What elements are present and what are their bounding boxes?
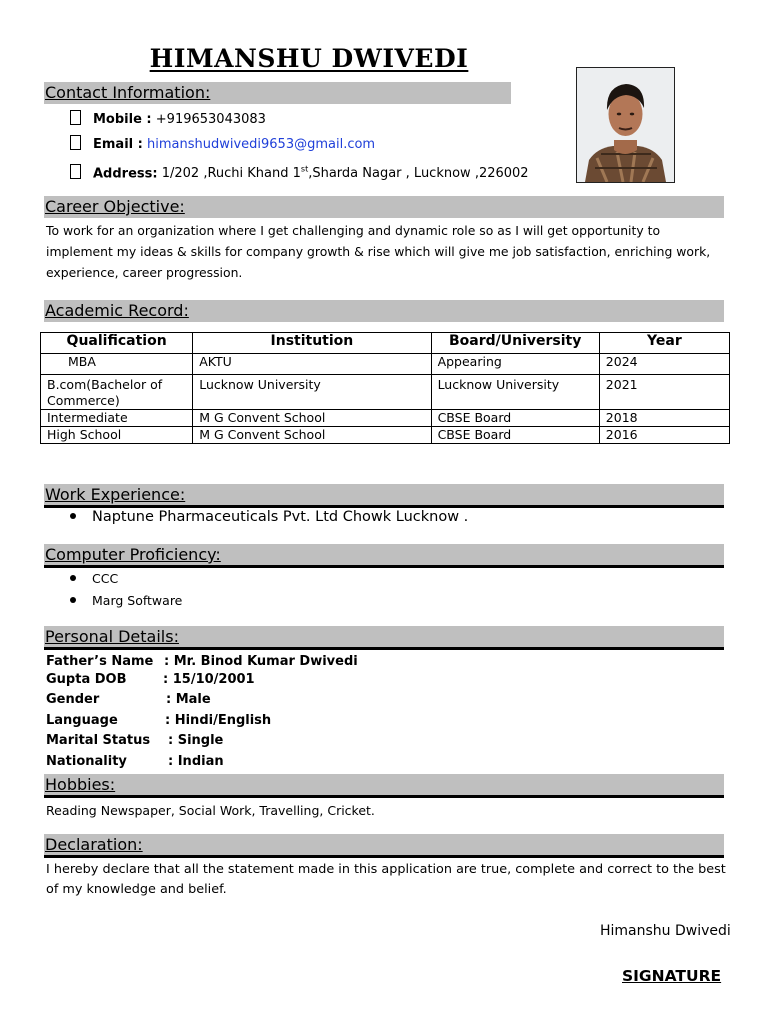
work-heading: Work Experience: [44,484,724,508]
address-part: ,Sharda Nagar , Lucknow ,226002 [308,166,529,182]
column-header: Qualification [41,333,193,354]
hobbies-text: Reading Newspaper, Social Work, Travelling, Cricket. [46,803,375,818]
table-cell: Intermediate [41,410,193,427]
resume-title: HIMANSHU DWIVEDI [149,44,469,73]
personal-value: : Male [166,692,211,707]
personal-key: Gender [46,692,100,707]
table-cell: 2021 [599,375,729,410]
objective-heading: Career Objective: [44,196,724,218]
computer-heading: Computer Proficiency: [44,544,724,568]
column-header: Year [599,333,729,354]
personal-row [46,652,358,672]
work-item [70,509,468,525]
email-row [70,134,375,156]
table-cell: 2018 [599,410,729,427]
personal-key: Language [46,713,118,728]
contact-heading: Contact Information: [44,82,511,104]
personal-value: : 15/10/2001 [163,672,255,687]
table-cell: Lucknow University [193,375,431,410]
person-photo-icon [577,68,674,182]
personal-key: Marital Status [46,733,151,748]
personal-value: : Mr. Binod Kumar Dwivedi [164,654,358,669]
table-cell: Lucknow University [431,375,599,410]
computer-item [70,571,118,586]
email-link[interactable]: himanshudwivedi9653@gmail.com [146,137,376,152]
academic-heading: Academic Record: [44,300,724,322]
phone-icon [70,110,81,125]
column-header: Institution [193,333,431,354]
declaration-text: I hereby declare that all the statement made in this application are true, complete and correct to the best of my knowledge and belief. [46,862,726,897]
email-label: Email : [93,137,143,152]
personal-row [46,690,211,710]
table-cell: 2024 [599,354,729,375]
table-cell: AKTU [193,354,431,375]
personal-key: Gupta DOB [46,672,127,687]
bullet-icon [70,513,76,519]
table-row [41,410,730,427]
mail-icon [70,135,81,150]
address-row [70,159,529,181]
work-item-text: Naptune Pharmaceuticals Pvt. Ltd Chowk Lucknow . [92,509,469,525]
computer-item-text: CCC [92,571,119,586]
table-cell: B.com(Bachelor of Commerce) [41,375,193,410]
profile-photo [576,67,675,183]
table-row [41,375,730,410]
table-cell: High School [41,427,193,444]
computer-item-text: Marg Software [92,593,183,608]
table-cell: 2016 [599,427,729,444]
table-header-row [41,333,730,354]
table-cell: M G Convent School [193,427,431,444]
hobbies-heading: Hobbies: [44,774,724,798]
bullet-icon [70,597,76,603]
personal-value: : Indian [168,754,224,769]
table-cell: MBA [41,354,193,375]
table-cell: CBSE Board [431,410,599,427]
location-icon [70,164,81,179]
table-row [41,427,730,444]
personal-row [46,731,223,751]
table-cell: M G Convent School [193,410,431,427]
personal-key: Nationality [46,754,127,769]
mobile-row [70,109,266,131]
personal-row [46,670,255,690]
personal-value: : Hindi/English [165,713,272,728]
column-header: Board/University [431,333,599,354]
personal-value: : Single [168,733,224,748]
personal-heading: Personal Details: [44,626,724,650]
personal-row [46,752,224,772]
computer-item [70,593,182,608]
academic-table [40,332,730,444]
objective-text: To work for an organization where I get challenging and dynamic role so as I will get opportunity to implement my ideas & skills for company growth & rise which will give me job satisfaction, enriching work, experience, career progression. [46,223,711,280]
table-cell: CBSE Board [431,427,599,444]
declaration-heading: Declaration: [44,834,724,858]
signature-name: Himanshu Dwivedi [600,923,731,939]
personal-key: Father’s Name [46,654,154,669]
mobile-value: +919653043083 [155,112,266,127]
address-label: Address: [93,166,158,182]
mobile-label: Mobile : [93,112,152,127]
address-value [162,166,529,181]
address-sup: st [300,165,309,174]
table-cell: Appearing [431,354,599,375]
personal-row [46,711,271,731]
signature-label: SIGNATURE [622,967,722,985]
table-row [41,354,730,375]
address-part: 1/202 ,Ruchi Khand 1 [161,166,301,182]
bullet-icon [70,575,76,581]
